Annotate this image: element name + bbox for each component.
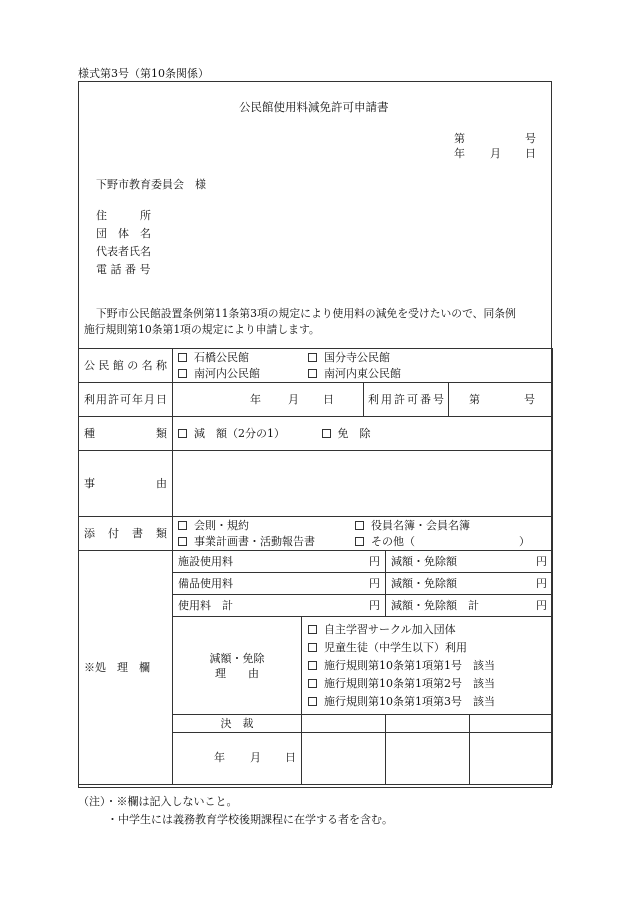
- kind-option-exemption[interactable]: [322, 427, 371, 440]
- checkbox-icon[interactable]: [178, 537, 187, 546]
- hall-option-label: 南河内公民館: [194, 367, 260, 380]
- document-number[interactable]: [454, 130, 536, 146]
- fee-unit: 円: [536, 576, 547, 590]
- fee-unit: 円: [369, 576, 380, 590]
- attachment-option-label: その他（: [371, 535, 415, 548]
- checkbox-icon[interactable]: [178, 369, 187, 378]
- reason-option[interactable]: [308, 639, 547, 657]
- hall-options: [173, 349, 553, 383]
- permit-no-prefix: 第: [469, 393, 480, 406]
- hall-row: [79, 349, 553, 383]
- reason-field[interactable]: [173, 451, 553, 517]
- note-1: ・※欄は記入しないこと。: [105, 795, 238, 808]
- checkbox-icon[interactable]: [322, 429, 331, 438]
- addressee: 下野市教育委員会 様: [96, 178, 206, 191]
- checkbox-icon[interactable]: [308, 369, 317, 378]
- permit-date-label: 利用許可年月日: [79, 383, 173, 417]
- note-line-2: ・中学生には義務教育学校後期課程に在学する者を含む。: [107, 813, 393, 826]
- decision-sign-3[interactable]: [470, 733, 553, 785]
- hall-option-label: 南河内東公民館: [324, 367, 401, 380]
- note-prefix: （注）: [78, 795, 106, 808]
- application-table: [78, 348, 553, 551]
- reduction-reason-options: [302, 617, 553, 715]
- fee-label: 備品使用料: [178, 576, 233, 590]
- attachment-option-roster[interactable]: [355, 518, 470, 534]
- reason-label: 事 由: [79, 451, 173, 517]
- checkbox-icon[interactable]: [308, 697, 317, 706]
- attachment-row: [79, 517, 553, 551]
- reason-option[interactable]: [308, 621, 547, 639]
- kind-option-label: 減 額（2分の1）: [194, 426, 285, 440]
- reason-option-label: 児童生徒（中学生以下）利用: [324, 640, 467, 654]
- fee-label: 使用料 計: [178, 598, 233, 612]
- date-month: 月: [490, 147, 501, 160]
- kind-options: [173, 417, 553, 451]
- fee-unit: 円: [369, 598, 380, 612]
- reduction-reason-label-line2: 理 由: [215, 666, 259, 680]
- reason-option-label: 施行規則第10条第1項第3号 該当: [324, 694, 495, 708]
- checkbox-icon[interactable]: [178, 521, 187, 530]
- attachment-option-label: 会則・規約: [194, 519, 249, 532]
- permit-date-field[interactable]: [173, 383, 364, 417]
- attachment-option-bylaws[interactable]: [178, 518, 355, 534]
- applicant-rep-label: 代表者氏名: [96, 245, 151, 258]
- fee-facility-reduction-field[interactable]: [386, 551, 553, 573]
- hall-option-kokubunji[interactable]: [308, 350, 390, 366]
- reason-option[interactable]: [308, 693, 547, 711]
- attachment-row-1: [178, 518, 547, 534]
- applicant-group-label: 団 体 名: [96, 227, 151, 240]
- decision-label: 決 裁: [173, 715, 302, 733]
- applicant-address-label: 住 所: [96, 209, 151, 222]
- decision-sign-2[interactable]: [386, 733, 470, 785]
- note-line-1: [78, 793, 238, 809]
- decision-date-year: 年: [214, 751, 225, 764]
- processing-table: [78, 550, 553, 785]
- reduction-reason-label-line1: 減額・免除: [209, 651, 265, 665]
- decision-stamp-2[interactable]: [386, 715, 470, 733]
- form-number: 様式第3号（第10条関係）: [78, 67, 209, 80]
- fee-label: 施設使用料: [178, 554, 233, 568]
- fee-facility-field[interactable]: [173, 551, 386, 573]
- checkbox-icon[interactable]: [178, 429, 187, 438]
- doc-no-suffix: 号: [525, 132, 536, 145]
- permit-number-field[interactable]: [449, 383, 553, 417]
- attachment-row-2: [178, 534, 547, 550]
- checkbox-icon[interactable]: [308, 679, 317, 688]
- hall-option-label: 国分寺公民館: [324, 351, 390, 364]
- fee-label: 減額・免除額: [391, 554, 457, 568]
- hall-option-row-2: [178, 366, 547, 382]
- reason-option-label: 自主学習サークル加入団体: [324, 622, 456, 636]
- checkbox-icon[interactable]: [355, 537, 364, 546]
- attachment-option-label: 役員名簿・会員名簿: [371, 519, 470, 532]
- processing-label: ※処 理 欄: [79, 551, 173, 785]
- attachment-option-plan-report[interactable]: [178, 534, 355, 550]
- kind-option-label: 免 除: [337, 426, 371, 440]
- decision-stamp-3[interactable]: [470, 715, 553, 733]
- doc-no-prefix: 第: [454, 132, 465, 145]
- attachment-option-label: 事業計画書・活動報告書: [194, 535, 315, 548]
- hall-option-minamikawachi-higashi[interactable]: [308, 366, 401, 382]
- decision-date-day: 日: [285, 751, 296, 764]
- fee-row-facility: [79, 551, 553, 573]
- decision-sign-1[interactable]: [302, 733, 386, 785]
- checkbox-icon[interactable]: [308, 353, 317, 362]
- attachment-option-other[interactable]: [355, 534, 547, 550]
- document-date[interactable]: [454, 145, 536, 161]
- decision-date-field[interactable]: [173, 733, 302, 785]
- attachment-label: 添 付 書 類: [79, 517, 173, 551]
- decision-date-month: 月: [250, 751, 261, 764]
- reduction-reason-label: [173, 617, 302, 715]
- permit-row: [79, 383, 553, 417]
- hall-option-label: 石橋公民館: [194, 351, 249, 364]
- kind-label: 種 類: [79, 417, 173, 451]
- permit-date-month: 月: [288, 393, 299, 406]
- reason-option-label: 施行規則第10条第1項第2号 該当: [324, 676, 495, 690]
- kind-row: [79, 417, 553, 451]
- kind-option-reduction[interactable]: [178, 426, 318, 442]
- date-day: 日: [525, 147, 536, 160]
- reason-row: [79, 451, 553, 517]
- checkbox-icon[interactable]: [308, 643, 317, 652]
- fee-unit: 円: [536, 554, 547, 568]
- decision-stamp-1[interactable]: [302, 715, 386, 733]
- fee-label: 減額・免除額: [391, 576, 457, 590]
- fee-unit: 円: [369, 554, 380, 568]
- checkbox-icon[interactable]: [178, 353, 187, 362]
- checkbox-icon[interactable]: [355, 521, 364, 530]
- form-title: 公民館使用料減免許可申請書: [239, 100, 389, 114]
- permit-number-label: 利用許可番号: [364, 383, 449, 417]
- hall-label: 公民館の名称: [79, 349, 173, 383]
- hall-option-ishibashi[interactable]: [178, 350, 308, 366]
- reason-option-label: 施行規則第10条第1項第1号 該当: [324, 658, 495, 672]
- fee-total-field[interactable]: [173, 595, 386, 617]
- reason-option[interactable]: [308, 657, 547, 675]
- fee-unit: 円: [536, 598, 547, 612]
- checkbox-icon[interactable]: [308, 661, 317, 670]
- date-year: 年: [454, 147, 465, 160]
- statement-line-1: 下野市公民館設置条例第11条第3項の規定により使用料の減免を受けたいので、同条例: [96, 307, 516, 320]
- fee-label: 減額・免除額 計: [391, 598, 479, 612]
- permit-date-day: 日: [323, 393, 334, 406]
- permit-no-suffix: 号: [524, 393, 535, 406]
- hall-option-row-1: [178, 350, 547, 366]
- fee-total-reduction-field[interactable]: [386, 595, 553, 617]
- fee-equipment-reduction-field[interactable]: [386, 573, 553, 595]
- hall-option-minamikawachi[interactable]: [178, 366, 308, 382]
- checkbox-icon[interactable]: [308, 625, 317, 634]
- attachment-options: [173, 517, 553, 551]
- permit-date-year: 年: [250, 393, 261, 406]
- attachment-other-close: ）: [519, 535, 530, 548]
- applicant-phone-label: 電 話 番 号: [96, 263, 151, 276]
- reason-option[interactable]: [308, 675, 547, 693]
- fee-equipment-field[interactable]: [173, 573, 386, 595]
- statement-line-2: 施行規則第10条第1項の規定により申請します。: [84, 323, 320, 336]
